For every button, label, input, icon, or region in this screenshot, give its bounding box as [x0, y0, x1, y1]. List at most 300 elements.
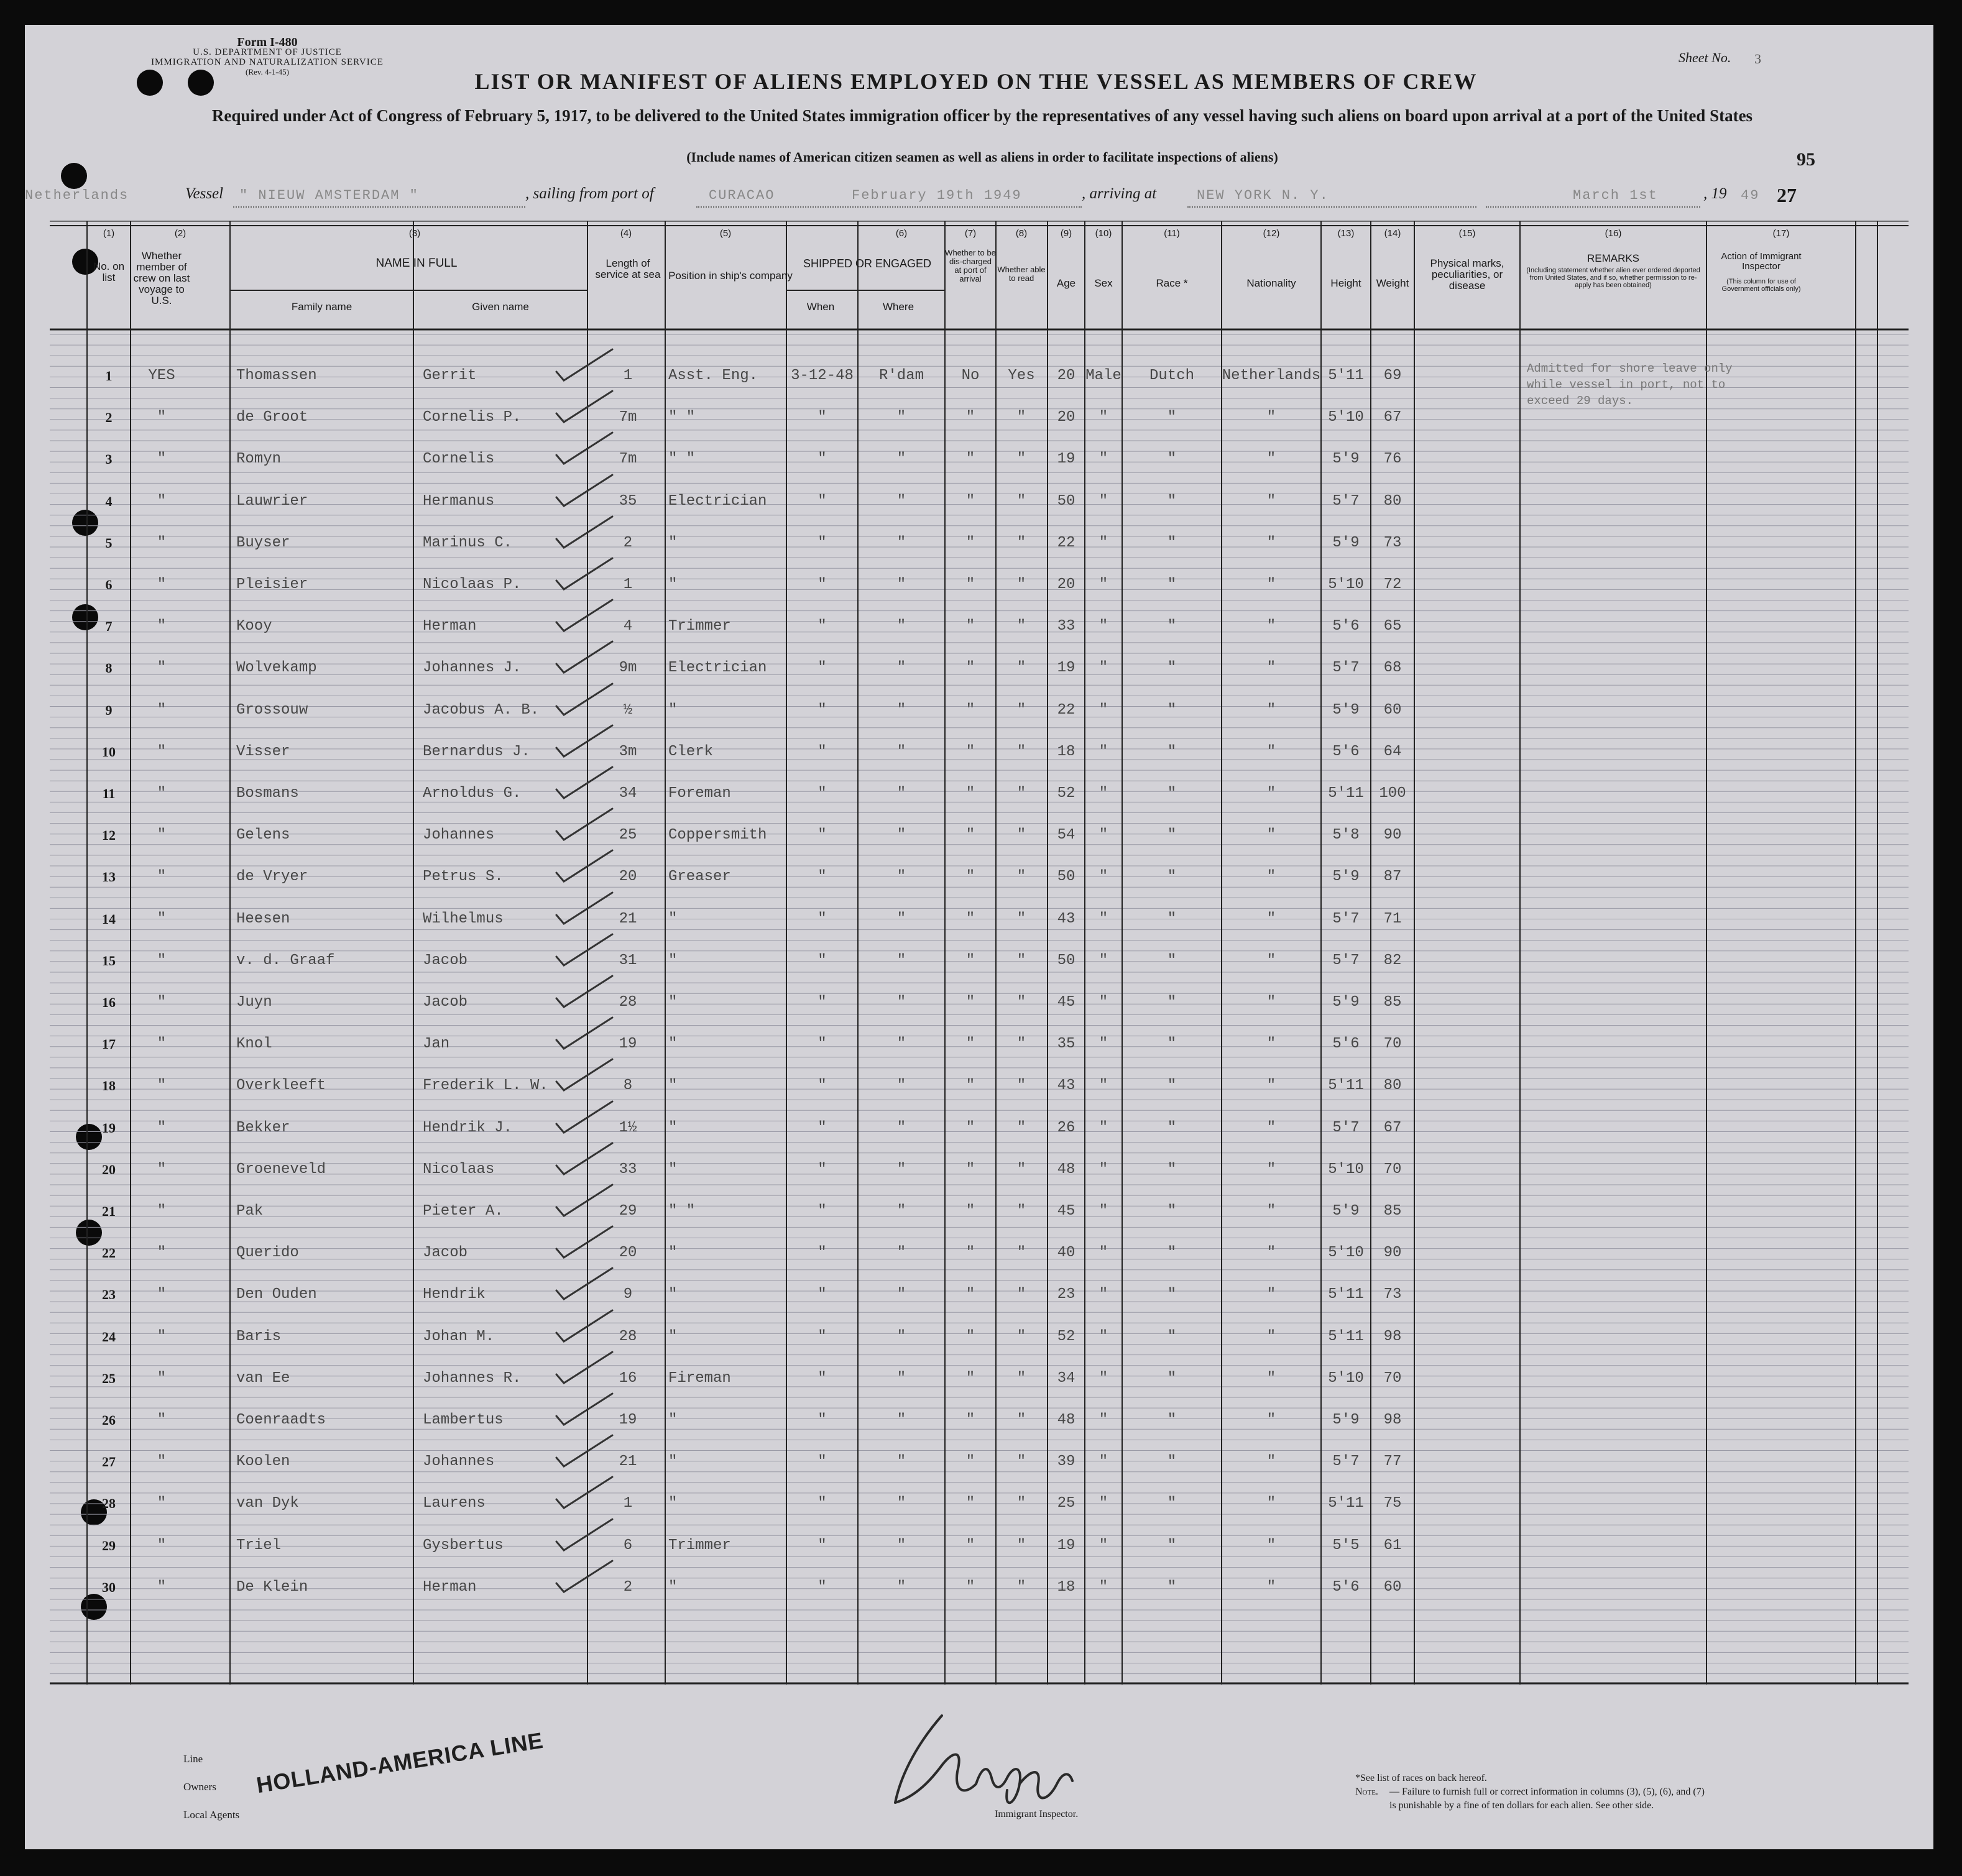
cell-family-name: De Klein [236, 1578, 308, 1596]
cell-sex: " [1098, 952, 1108, 969]
cell-length: 19 [619, 1412, 637, 1428]
cell-discharged: " [965, 743, 975, 760]
check-mark-icon [550, 1517, 619, 1554]
cell-family-name: Querido [236, 1244, 299, 1262]
cell-age: 19 [1057, 451, 1075, 468]
cell-family-name: Juyn [236, 994, 272, 1011]
cell-read: " [1016, 994, 1026, 1011]
cell-when: " [818, 1161, 827, 1178]
cell-weight: 61 [1383, 1537, 1402, 1554]
header-age: Age [1056, 277, 1076, 289]
cell-position: Asst. Eng. [668, 367, 758, 384]
header-position: Position in ship's company [668, 270, 793, 282]
check-mark-icon [550, 1433, 619, 1470]
row-number: 11 [102, 786, 116, 801]
cell-where: " [896, 1244, 906, 1262]
cell-length: 31 [619, 952, 637, 969]
cell-length: 9 [623, 1286, 633, 1304]
cell-crew: " [157, 1286, 167, 1304]
cell-sex: " [1098, 994, 1108, 1011]
cell-sex: " [1098, 451, 1108, 468]
cell-family-name: v. d. Graaf [236, 952, 335, 969]
column-number: (17) [1772, 228, 1790, 239]
cell-when: " [818, 701, 827, 719]
cell-length: 16 [619, 1369, 637, 1387]
cell-nationality: " [1266, 1203, 1276, 1220]
table-row [50, 1493, 1909, 1514]
cell-discharged: " [965, 576, 975, 593]
cell-family-name: Coenraadts [236, 1412, 326, 1428]
cell-height: 5'9 [1332, 868, 1360, 886]
note-label: Note. [1355, 1786, 1378, 1797]
vessel-name: " NIEUW AMSTERDAM " [239, 188, 419, 203]
cell-height: 5'11 [1328, 785, 1364, 802]
cell-nationality: " [1266, 1412, 1276, 1428]
cell-nationality: " [1266, 1286, 1276, 1304]
cell-discharged: " [965, 1203, 975, 1220]
row-number: 14 [102, 911, 116, 927]
arrival-port: NEW YORK N. Y. [1197, 188, 1329, 203]
cell-read: " [1016, 910, 1026, 927]
cell-where: " [896, 952, 906, 969]
cell-age: 52 [1057, 785, 1075, 802]
check-mark-icon [550, 1015, 619, 1052]
cell-weight: 73 [1383, 1286, 1402, 1304]
cell-sex: " [1098, 534, 1108, 551]
cell-age: 48 [1057, 1412, 1075, 1428]
cell-read: " [1016, 1161, 1026, 1178]
cell-given-name: Laurens [423, 1495, 486, 1512]
cell-weight: 69 [1383, 367, 1402, 384]
check-mark-icon [550, 597, 619, 635]
cell-discharged: " [965, 1369, 975, 1387]
check-mark-icon [550, 681, 619, 719]
cell-discharged: " [965, 910, 975, 927]
check-mark-icon [550, 639, 619, 676]
cell-sex: " [1098, 868, 1108, 886]
cell-race: " [1167, 1286, 1177, 1304]
vessel-underline [233, 206, 525, 208]
cell-sex: " [1098, 1537, 1108, 1554]
table-row [50, 700, 1909, 721]
cell-crew: " [157, 743, 167, 760]
cell-age: 50 [1057, 492, 1075, 510]
cell-when: " [818, 1495, 827, 1512]
cell-race: " [1167, 1412, 1177, 1428]
cell-read: " [1016, 451, 1026, 468]
cell-read: " [1016, 1119, 1026, 1136]
cell-race: " [1167, 1537, 1177, 1554]
cell-nationality: " [1266, 618, 1276, 635]
cell-race: " [1167, 1328, 1177, 1345]
cell-where: " [896, 492, 906, 510]
cell-read: " [1016, 1412, 1026, 1428]
row-number: 27 [102, 1454, 116, 1470]
arrival-underline [1187, 206, 1476, 208]
cell-race: " [1167, 827, 1177, 844]
cell-read: " [1016, 1036, 1026, 1053]
cell-given-name: Herman [423, 1578, 477, 1596]
cell-race: " [1167, 409, 1177, 426]
row-number: 10 [102, 743, 116, 760]
cell-position: Coppersmith [668, 827, 767, 844]
check-mark-icon [550, 1391, 619, 1428]
cell-position: Trimmer [668, 1537, 731, 1554]
cell-race: " [1167, 1369, 1177, 1387]
races-note: *See list of races on back hereof. [1355, 1773, 1487, 1783]
check-mark-icon [550, 1057, 619, 1094]
table-row [50, 1201, 1909, 1222]
cell-read: " [1016, 827, 1026, 844]
manifest-footer [25, 1691, 1933, 1849]
cell-position: " [668, 1328, 678, 1345]
cell-age: 22 [1057, 701, 1075, 719]
cell-weight: 98 [1383, 1412, 1402, 1428]
cell-length: 3m [619, 743, 637, 760]
cell-height: 5'10 [1328, 1369, 1364, 1387]
cell-crew: " [157, 910, 167, 927]
cell-position: " [668, 1453, 678, 1471]
cell-read: " [1016, 1203, 1026, 1220]
cell-crew: " [157, 1328, 167, 1345]
cell-family-name: Knol [236, 1036, 272, 1053]
table-row [50, 616, 1909, 637]
cell-race: " [1167, 1036, 1177, 1053]
table-row [50, 1034, 1909, 1055]
cell-race: " [1167, 868, 1177, 886]
form-service: IMMIGRATION AND NATURALIZATION SERVICE [151, 57, 384, 67]
cell-where: " [896, 660, 906, 677]
cell-family-name: Wolvekamp [236, 660, 317, 677]
cell-family-name: Lauwrier [236, 492, 308, 510]
cell-height: 5'6 [1332, 1578, 1360, 1596]
cell-family-name: Buyser [236, 534, 290, 551]
cell-length: ½ [623, 701, 633, 719]
cell-sex: " [1098, 1495, 1108, 1512]
cell-length: 29 [619, 1203, 637, 1220]
cell-crew: " [157, 1412, 167, 1428]
table-row [50, 909, 1909, 930]
cell-nationality: " [1266, 1161, 1276, 1178]
row-number: 2 [105, 410, 113, 426]
cell-discharged: " [965, 1077, 975, 1095]
cell-height: 5'11 [1328, 1286, 1364, 1304]
cell-crew: " [157, 1369, 167, 1387]
cell-weight: 73 [1383, 534, 1402, 551]
cell-discharged: " [965, 1244, 975, 1262]
cell-family-name: Bekker [236, 1119, 290, 1136]
sheet-label: Sheet No. [1679, 50, 1731, 65]
cell-given-name: Johannes J. [423, 660, 522, 677]
column-number: (3) [408, 228, 421, 239]
cell-family-name: Triel [236, 1537, 282, 1554]
cell-when: " [818, 952, 827, 969]
cell-length: 2 [623, 534, 633, 551]
sailing-date: February 19th 1949 [852, 188, 1022, 203]
cell-crew: " [157, 451, 167, 468]
check-mark-icon [550, 1558, 619, 1596]
cell-crew: " [157, 576, 167, 593]
table-row [50, 574, 1909, 595]
year-value: 49 [1741, 188, 1760, 203]
cell-discharged: " [965, 1412, 975, 1428]
cell-crew: " [157, 409, 167, 426]
cell-given-name: Jacob [423, 1244, 468, 1262]
row-number: 9 [105, 702, 113, 718]
cell-race: " [1167, 1495, 1177, 1512]
cell-age: 19 [1057, 1537, 1075, 1554]
column-number: (7) [964, 228, 977, 239]
cell-family-name: de Vryer [236, 868, 308, 886]
cell-weight: 75 [1383, 1495, 1402, 1512]
cell-height: 5'6 [1332, 618, 1360, 635]
cell-when: " [818, 534, 827, 551]
cell-race: " [1167, 701, 1177, 719]
cell-nationality: " [1266, 1077, 1276, 1095]
check-mark-icon [550, 472, 619, 510]
cell-age: 20 [1057, 576, 1075, 593]
cell-length: 21 [619, 1453, 637, 1471]
cell-height: 5'9 [1332, 701, 1360, 719]
page-number: 27 [1777, 184, 1797, 206]
cell-crew: " [157, 952, 167, 969]
table-row [50, 407, 1909, 428]
cell-length: 1½ [619, 1119, 637, 1136]
column-number: (12) [1263, 228, 1280, 239]
cell-race: " [1167, 1161, 1177, 1178]
header-no-on-list: No. on list [93, 260, 125, 283]
cell-height: 5'10 [1328, 1161, 1364, 1178]
cell-when: " [818, 1244, 827, 1262]
row-number: 13 [102, 869, 116, 885]
cell-where: " [896, 868, 906, 886]
cell-when: " [818, 743, 827, 760]
cell-race: " [1167, 576, 1177, 593]
cell-height: 5'11 [1328, 1077, 1364, 1095]
cell-read: " [1016, 576, 1026, 593]
cell-age: 39 [1057, 1453, 1075, 1471]
cell-length: 1 [623, 367, 633, 384]
cell-crew: " [157, 660, 167, 677]
cell-age: 45 [1057, 994, 1075, 1011]
cell-length: 1 [623, 1495, 633, 1512]
cell-when: 3-12-48 [791, 367, 854, 384]
cell-when: " [818, 1369, 827, 1387]
cell-family-name: Grossouw [236, 701, 308, 719]
cell-discharged: " [965, 492, 975, 510]
cell-position: Electrician [668, 492, 767, 510]
cell-given-name: Cornelis P. [423, 409, 522, 426]
cell-nationality: Netherlands [1222, 367, 1321, 384]
row-number: 8 [105, 660, 113, 676]
cell-sex: " [1098, 827, 1108, 844]
cell-weight: 60 [1383, 701, 1402, 719]
row-number: 1 [105, 368, 113, 384]
cell-race: " [1167, 660, 1177, 677]
cell-sex: " [1098, 701, 1108, 719]
header-given-name: Given name [472, 301, 529, 313]
cell-read: " [1016, 660, 1026, 677]
cell-when: " [818, 1119, 827, 1136]
cell-where: " [896, 910, 906, 927]
cell-age: 43 [1057, 1077, 1075, 1095]
table-row [50, 449, 1909, 470]
cell-read: " [1016, 1077, 1026, 1095]
cell-sex: " [1098, 1077, 1108, 1095]
cell-when: " [818, 1578, 827, 1596]
cell-position: " [668, 1119, 678, 1136]
cell-length: 28 [619, 1328, 637, 1345]
cell-race: " [1167, 743, 1177, 760]
cell-length: 1 [623, 576, 633, 593]
cell-discharged: " [965, 701, 975, 719]
cell-family-name: van Ee [236, 1369, 290, 1387]
header-action-note: (This column for use of Government officials only) [1721, 278, 1801, 293]
row-number: 3 [105, 451, 113, 467]
cell-given-name: Johan M. [423, 1328, 495, 1345]
agent-stamp: HOLLAND-AMERICA LINE [254, 1727, 545, 1798]
cell-given-name: Hermanus [423, 492, 495, 510]
cell-when: " [818, 910, 827, 927]
cell-where: " [896, 1369, 906, 1387]
cell-where: " [896, 994, 906, 1011]
check-mark-icon [550, 1099, 619, 1136]
row-number: 26 [102, 1412, 116, 1428]
cell-height: 5'9 [1332, 994, 1360, 1011]
remarks-note-line: Admitted for shore leave only [1527, 362, 1733, 375]
table-row [50, 1327, 1909, 1348]
cell-sex: Male [1085, 367, 1121, 384]
form-revision: (Rev. 4-1-45) [246, 67, 289, 76]
cell-height: 5'11 [1328, 1328, 1364, 1345]
cell-read: " [1016, 1286, 1026, 1304]
row-number: 23 [102, 1287, 116, 1303]
cell-family-name: Overkleeft [236, 1077, 326, 1095]
header-where: Where [882, 301, 914, 313]
table-row [50, 950, 1909, 972]
cell-given-name: Johannes R. [423, 1369, 522, 1387]
cell-height: 5'9 [1332, 451, 1360, 468]
row-number: 15 [102, 952, 116, 968]
cell-height: 5'6 [1332, 743, 1360, 760]
cell-length: 19 [619, 1036, 637, 1053]
cell-discharged: " [965, 785, 975, 802]
cell-nationality: " [1266, 1578, 1276, 1596]
cell-crew: " [157, 492, 167, 510]
check-mark-icon [550, 1474, 619, 1512]
cell-age: 18 [1057, 743, 1075, 760]
cell-crew: " [157, 994, 167, 1011]
cell-weight: 90 [1383, 827, 1402, 844]
cell-length: 25 [619, 827, 637, 844]
cell-read: " [1016, 1495, 1026, 1512]
cell-family-name: Kooy [236, 618, 272, 635]
cell-race: " [1167, 1077, 1177, 1095]
cell-height: 5'9 [1332, 1412, 1360, 1428]
cell-sex: " [1098, 910, 1108, 927]
cell-length: 21 [619, 910, 637, 927]
cell-race: " [1167, 618, 1177, 635]
cell-height: 5'10 [1328, 409, 1364, 426]
cell-family-name: Pleisier [236, 576, 308, 593]
cell-nationality: " [1266, 409, 1276, 426]
cell-length: 2 [623, 1578, 633, 1596]
cell-weight: 90 [1383, 1244, 1402, 1262]
inspector-signature [883, 1703, 1107, 1821]
crew-manifest-table [50, 221, 1909, 1685]
cell-crew: " [157, 1495, 167, 1512]
cell-given-name: Nicolaas P. [423, 576, 522, 593]
cell-length: 4 [623, 618, 633, 635]
cell-height: 5'9 [1332, 1203, 1360, 1220]
cell-where: " [896, 576, 906, 593]
cell-position: " [668, 1412, 678, 1428]
cell-sex: " [1098, 1412, 1108, 1428]
cell-crew: " [157, 618, 167, 635]
cell-when: " [818, 1412, 827, 1428]
cell-nationality: " [1266, 1328, 1276, 1345]
cell-where: " [896, 1453, 906, 1471]
date-underline [1486, 206, 1700, 208]
cell-nationality: " [1266, 994, 1276, 1011]
cell-when: " [818, 827, 827, 844]
cell-weight: 72 [1383, 576, 1402, 593]
cell-position: " " [668, 1203, 696, 1220]
row-number: 12 [102, 827, 116, 844]
cell-crew: " [157, 1453, 167, 1471]
cell-race: " [1167, 492, 1177, 510]
cell-discharged: No [961, 367, 980, 384]
cell-given-name: Bernardus J. [423, 743, 530, 760]
cell-sex: " [1098, 1036, 1108, 1053]
cell-age: 26 [1057, 1119, 1075, 1136]
check-mark-icon [550, 514, 619, 551]
cell-nationality: " [1266, 743, 1276, 760]
cell-discharged: " [965, 868, 975, 886]
check-mark-icon [550, 1224, 619, 1261]
cell-weight: 98 [1383, 1328, 1402, 1345]
cell-race: " [1167, 910, 1177, 927]
cell-read: " [1016, 743, 1026, 760]
cell-race: " [1167, 1453, 1177, 1471]
check-mark-icon [550, 1308, 619, 1345]
cell-where: " [896, 785, 906, 802]
cell-given-name: Johannes [423, 1453, 495, 1471]
cell-length: 20 [619, 868, 637, 886]
cell-nationality: " [1266, 1119, 1276, 1136]
cell-position: " [668, 1244, 678, 1262]
cell-when: " [818, 1328, 827, 1345]
cell-discharged: " [965, 451, 975, 468]
cell-sex: " [1098, 1119, 1108, 1136]
cell-crew: " [157, 1161, 167, 1178]
table-row [50, 533, 1909, 554]
cell-height: 5'7 [1332, 952, 1360, 969]
cell-length: 6 [623, 1537, 633, 1554]
cell-family-name: Gelens [236, 827, 290, 844]
cell-weight: 100 [1379, 785, 1406, 802]
cell-where: " [896, 1412, 906, 1428]
cell-position: " [668, 1286, 678, 1304]
cell-weight: 67 [1383, 409, 1402, 426]
cell-height: 5'7 [1332, 1453, 1360, 1471]
header-height: Height [1330, 277, 1361, 289]
cell-read: Yes [1008, 367, 1035, 384]
cell-height: 5'11 [1328, 367, 1364, 384]
cell-sex: " [1098, 1244, 1108, 1262]
sailing-label: , sailing from port of [525, 185, 654, 202]
column-number: (13) [1337, 228, 1355, 239]
